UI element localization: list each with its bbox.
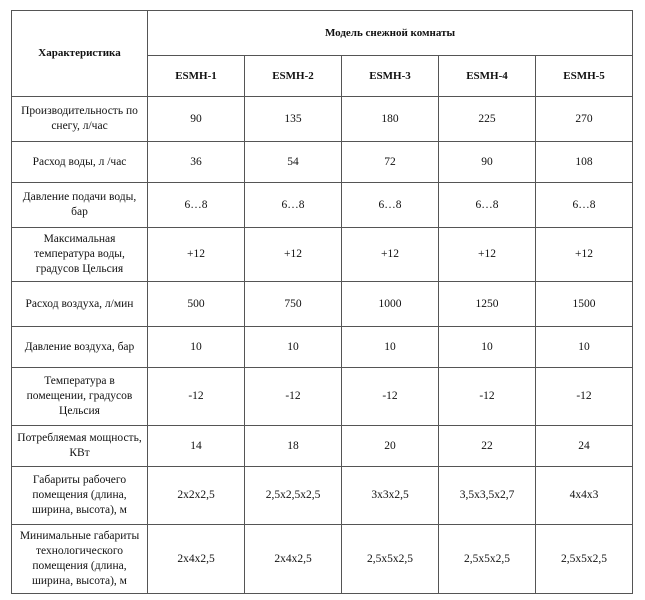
row-label: Давление воздуха, бар (12, 327, 148, 368)
table-cell: 10 (536, 327, 633, 368)
table-cell: -12 (342, 368, 439, 426)
table-cell: 90 (439, 142, 536, 183)
table-cell: -12 (439, 368, 536, 426)
table-row (12, 467, 633, 525)
table-cell: 2,5x2,5x2,5 (245, 467, 342, 525)
table-cell: 6…8 (342, 183, 439, 228)
table-cell: 20 (342, 426, 439, 467)
table-cell: -12 (536, 368, 633, 426)
table-cell: 500 (148, 282, 245, 327)
table-cell: 2,5x5x2,5 (536, 525, 633, 594)
table-cell: 108 (536, 142, 633, 183)
table-cell: 72 (342, 142, 439, 183)
table-cell: 3x3x2,5 (342, 467, 439, 525)
row-label: Потребляемая мощность, КВт (12, 426, 148, 467)
table-cell: 10 (245, 327, 342, 368)
model-header: ESMH-4 (439, 56, 536, 97)
table-cell: 2,5x5x2,5 (342, 525, 439, 594)
table-cell: 4x4x3 (536, 467, 633, 525)
table-cell: 10 (439, 327, 536, 368)
header-characteristic: Характеристика (12, 11, 148, 97)
table-cell: 10 (148, 327, 245, 368)
table-row (12, 525, 633, 594)
table-cell: +12 (342, 228, 439, 282)
table-cell: 1000 (342, 282, 439, 327)
table-cell: 135 (245, 97, 342, 142)
row-label: Расход воды, л /час (12, 142, 148, 183)
table-cell: 54 (245, 142, 342, 183)
model-header: ESMH-3 (342, 56, 439, 97)
model-header: ESMH-1 (148, 56, 245, 97)
table-cell: 14 (148, 426, 245, 467)
table-cell: 270 (536, 97, 633, 142)
table-cell: 10 (342, 327, 439, 368)
table-cell: 1500 (536, 282, 633, 327)
table-cell: 3,5x3,5x2,7 (439, 467, 536, 525)
row-label: Расход воздуха, л/мин (12, 282, 148, 327)
table-cell: 6…8 (148, 183, 245, 228)
table-row (12, 142, 633, 183)
table-cell: 24 (536, 426, 633, 467)
row-label: Давление подачи воды, бар (12, 183, 148, 228)
row-label: Производительность по снегу, л/час (12, 97, 148, 142)
table-cell: 180 (342, 97, 439, 142)
table-cell: -12 (148, 368, 245, 426)
table-row (12, 282, 633, 327)
table-cell: 6…8 (439, 183, 536, 228)
row-label: Максимальная температура воды, градусов Цельсия (12, 228, 148, 282)
row-label: Габариты рабочего помещения (длина, ширина, высота), м (12, 467, 148, 525)
table-cell: 2x4x2,5 (148, 525, 245, 594)
table-row (12, 97, 633, 142)
table-cell: 90 (148, 97, 245, 142)
table-row (12, 183, 633, 228)
table-cell: 22 (439, 426, 536, 467)
table-row (12, 327, 633, 368)
header-row-group (12, 11, 633, 56)
table-cell: 6…8 (245, 183, 342, 228)
table-cell: 2x4x2,5 (245, 525, 342, 594)
table-row (12, 368, 633, 426)
table-cell: 2,5x5x2,5 (439, 525, 536, 594)
table-cell: 6…8 (536, 183, 633, 228)
row-label: Температура в помещении, градусов Цельсия (12, 368, 148, 426)
table-cell: 2x2x2,5 (148, 467, 245, 525)
table-cell: +12 (245, 228, 342, 282)
table-cell: 225 (439, 97, 536, 142)
spec-table (11, 10, 633, 594)
table-row (12, 228, 633, 282)
table-cell: -12 (245, 368, 342, 426)
table-cell: 36 (148, 142, 245, 183)
table-cell: +12 (536, 228, 633, 282)
table-cell: 18 (245, 426, 342, 467)
table-cell: 750 (245, 282, 342, 327)
header-model-group: Модель снежной комнаты (148, 11, 633, 56)
table-cell: +12 (439, 228, 536, 282)
model-header: ESMH-2 (245, 56, 342, 97)
table-cell: +12 (148, 228, 245, 282)
row-label: Минимальные габариты технологического помещения (длина, ширина, высота), м (12, 525, 148, 594)
table-cell: 1250 (439, 282, 536, 327)
model-header: ESMH-5 (536, 56, 633, 97)
table-row (12, 426, 633, 467)
